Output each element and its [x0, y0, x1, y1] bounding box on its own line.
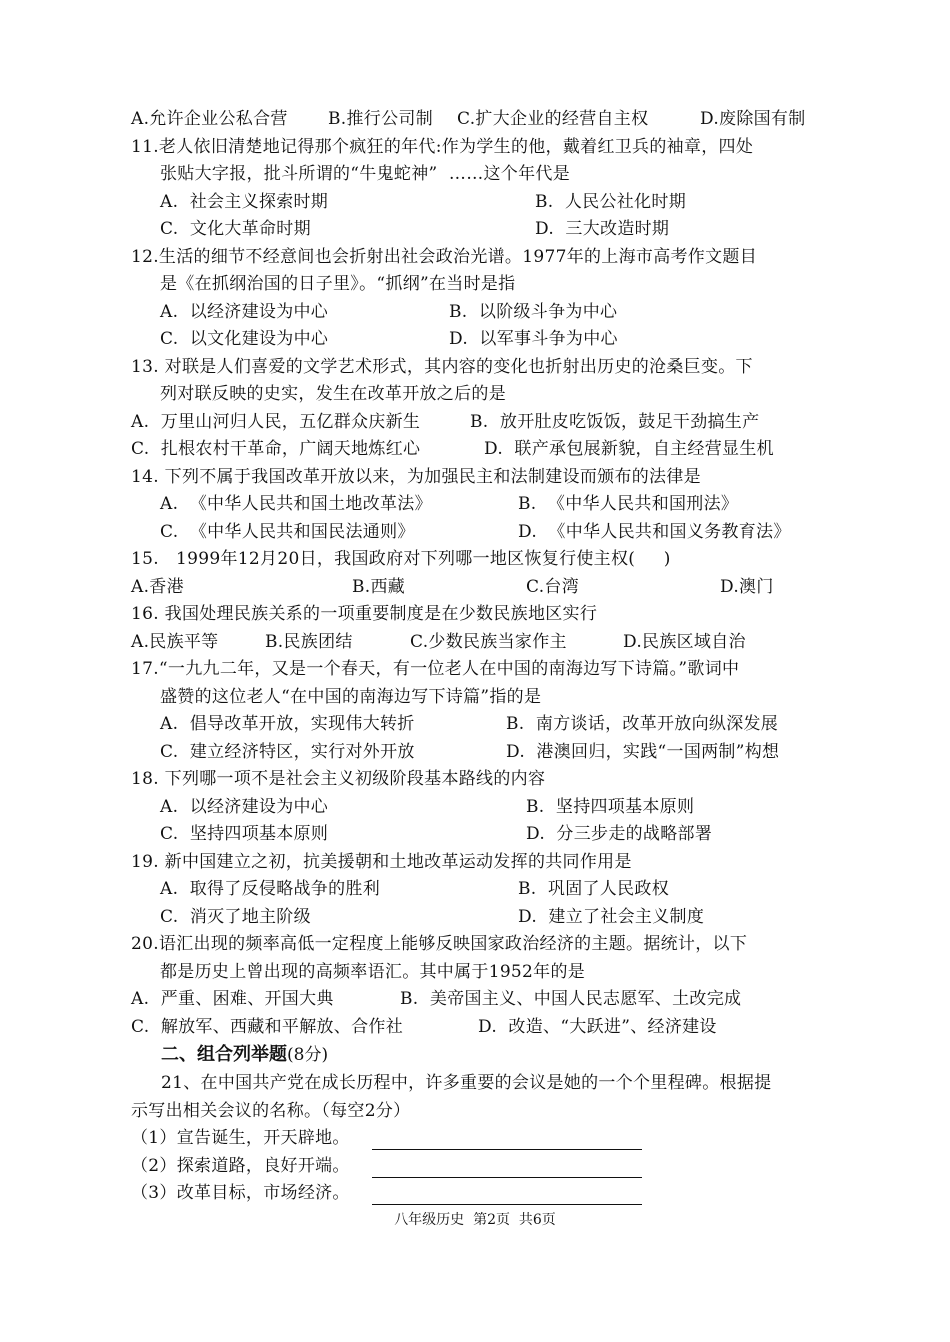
q13-option-a: A. 万里山河归人民，五亿群众庆新生 [131, 412, 421, 432]
q15-option-b: B.西藏 [352, 577, 406, 597]
q21-stem-line2: 示写出相关会议的名称。（每空2分） [131, 1101, 411, 1121]
q15-option-d: D.澳门 [720, 577, 774, 597]
q17-option-c: C. 建立经济特区，实行对外开放 [160, 742, 415, 762]
q20-option-c: C. 解放军、西藏和平解放、合作社 [131, 1017, 404, 1037]
q21-answer-blank-1[interactable] [372, 1149, 642, 1150]
q11-stem-line2: 张贴大字报，批斗所谓的“牛鬼蛇神” ……这个年代是 [160, 164, 570, 184]
q10-option-c: C.扩大企业的经营自主权 [457, 109, 649, 129]
q21-item-3: （3）改革目标，市场经济。 [131, 1183, 350, 1203]
q10-option-a: A.允许企业公私合营 [131, 109, 288, 129]
q11-option-a: A. 社会主义探索时期 [160, 192, 329, 212]
q11-option-c: C. 文化大革命时期 [160, 219, 311, 239]
q17-option-a: A. 倡导改革开放，实现伟大转折 [160, 714, 415, 734]
q20-option-b: B. 美帝国主义、中国人民志愿军、土改完成 [400, 989, 742, 1009]
q16-option-d: D.民族区域自治 [623, 632, 746, 652]
q20-stem-line1: 20.语汇出现的频率高低一定程度上能够反映国家政治经济的主题。据统计，以下 [131, 934, 748, 954]
q18-stem: 18. 下列哪一项不是社会主义初级阶段基本路线的内容 [131, 769, 546, 789]
q14-option-b: B. 《中华人民共和国刑法》 [518, 494, 739, 514]
q12-stem-line1: 12.生活的细节不经意间也会折射出社会政治光谱。1977年的上海市高考作文题目 [131, 247, 757, 267]
q17-option-d: D. 港澳回归，实践“一国两制”构想 [506, 742, 780, 762]
q14-option-d: D. 《中华人民共和国义务教育法》 [518, 522, 791, 542]
q12-option-b: B. 以阶级斗争为中心 [449, 302, 618, 322]
q20-option-a: A. 严重、困难、开国大典 [131, 989, 334, 1009]
section-title: 二、组合列举题 [161, 1044, 287, 1065]
q18-option-a: A. 以经济建设为中心 [160, 797, 329, 817]
q12-stem-line2: 是《在抓纲治国的日子里》。“抓纲”在当时是指 [160, 274, 516, 294]
q19-option-b: B. 巩固了人民政权 [518, 879, 670, 899]
q13-option-c: C. 扎根农村干革命，广阔天地炼红心 [131, 439, 421, 459]
q11-option-b: B. 人民公社化时期 [535, 192, 687, 212]
q21-stem-line1: 21、在中国共产党在成长历程中，许多重要的会议是她的一个个里程碑。根据提 [161, 1073, 772, 1093]
q20-option-d: D. 改造、“大跃进”、经济建设 [478, 1017, 717, 1037]
q15-stem: 15. 1999年12月20日，我国政府对下列哪一地区恢复行使主权( ) [131, 549, 671, 569]
q19-option-a: A. 取得了反侵略战争的胜利 [160, 879, 380, 899]
q15-option-c: C.台湾 [526, 577, 580, 597]
q17-stem-line1: 17.“一九九二年，又是一个春天，有一位老人在中国的南海边写下诗篇。”歌词中 [131, 659, 740, 679]
q21-item-2: （2）探索道路，良好开端。 [131, 1156, 350, 1176]
q16-stem: 16. 我国处理民族关系的一项重要制度是在少数民族地区实行 [131, 604, 598, 624]
q14-stem: 14. 下列不属于我国改革开放以来，为加强民主和法制建设而颁布的法律是 [131, 467, 701, 487]
q14-option-c: C. 《中华人民共和国民法通则》 [160, 522, 415, 542]
q15-option-a: A.香港 [131, 577, 184, 597]
q13-option-d: D. 联产承包展新貌，自主经营显生机 [484, 439, 774, 459]
q17-option-b: B. 南方谈话，改革开放向纵深发展 [506, 714, 779, 734]
q11-option-d: D. 三大改造时期 [535, 219, 670, 239]
q14-option-a: A. 《中华人民共和国土地改革法》 [160, 494, 432, 514]
page-footer: 八年级历史 第2页 共6页 [394, 1212, 556, 1228]
section-score: (8分) [287, 1045, 329, 1065]
q17-stem-line2: 盛赞的这位老人“在中国的南海边写下诗篇”指的是 [160, 687, 542, 707]
q10-option-d: D.废除国有制 [700, 109, 806, 129]
q12-option-a: A. 以经济建设为中心 [160, 302, 329, 322]
q20-stem-line2: 都是历史上曾出现的高频率语汇。其中属于1952年的是 [160, 962, 586, 982]
q19-option-d: D. 建立了社会主义制度 [518, 907, 705, 927]
q12-option-d: D. 以军事斗争为中心 [449, 329, 618, 349]
q13-stem-line2: 列对联反映的史实，发生在改革开放之后的是 [160, 384, 506, 404]
q18-option-d: D. 分三步走的战略部署 [526, 824, 713, 844]
q16-option-b: B.民族团结 [265, 632, 353, 652]
q10-option-b: B.推行公司制 [328, 109, 433, 129]
q21-answer-blank-3[interactable] [372, 1204, 642, 1205]
q13-option-b: B. 放开肚皮吃饭饭，鼓足干劲搞生产 [470, 412, 760, 432]
q19-option-c: C. 消灭了地主阶级 [160, 907, 311, 927]
q21-answer-blank-2[interactable] [372, 1177, 642, 1178]
q11-stem-line1: 11.老人依旧清楚地记得那个疯狂的年代:作为学生的他，戴着红卫兵的袖章，四处 [131, 137, 754, 157]
section-heading [161, 1043, 328, 1067]
q16-option-c: C.少数民族当家作主 [410, 632, 567, 652]
q18-option-c: C. 坚持四项基本原则 [160, 824, 329, 844]
q19-stem: 19. 新中国建立之初，抗美援朝和土地改革运动发挥的共同作用是 [131, 852, 632, 872]
q18-option-b: B. 坚持四项基本原则 [526, 797, 695, 817]
q13-stem-line1: 13. 对联是人们喜爱的文学艺术形式，其内容的变化也折射出历史的沧桑巨变。下 [131, 357, 753, 377]
q16-option-a: A.民族平等 [131, 632, 219, 652]
q21-item-1: （1）宣告诞生，开天辟地。 [131, 1128, 350, 1148]
q12-option-c: C. 以文化建设为中心 [160, 329, 329, 349]
